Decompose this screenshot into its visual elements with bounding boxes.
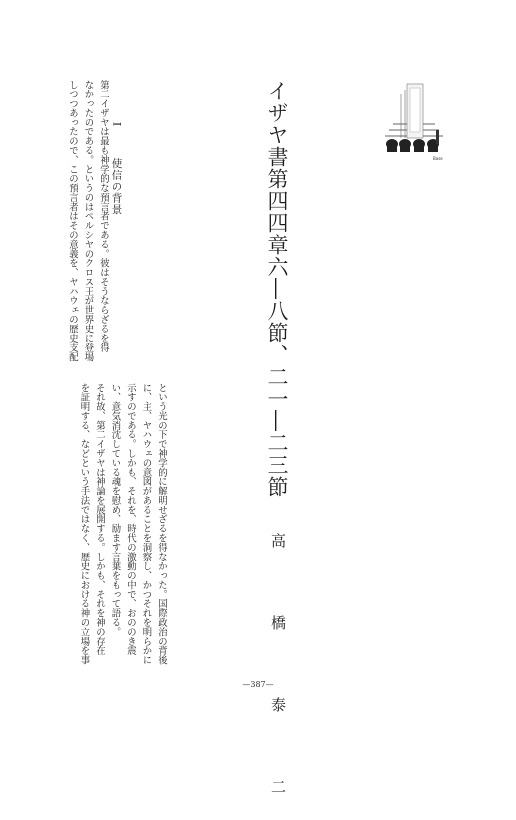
body-line: なかったのである。というのはペルシヤのクロス王が世界史に登場 [82,80,94,362]
body-line: 示すのである。しかも、それを、時代の激動の中で、おののき震 [125,383,136,656]
body-line: に、主、ヤハウェの意図があることを洞察し、かつそれを明らかに [140,383,152,665]
article-title: イザヤ書第四四章六―八節、二一―二三節 [265,80,289,498]
body-text-lower [78,383,169,665]
emblem-caption: Base [433,156,443,161]
body-line: を証明する、などという手法ではなく、歴史における神の立場を事 [78,383,90,665]
body-line: それ故、第二イザヤは神論を展開する。しかも、それを神の存在 [94,383,105,656]
chapel-emblem-icon [379,80,449,162]
body-line: い、意気消沈している魂を慰め、励ます言葉をもって語る。 [109,383,121,637]
section-number: I [110,122,123,128]
body-text-upper [49,80,111,370]
body-line: しつつあったので、この預言者はその意義を、ヤハウェの歴史支配 [67,80,78,362]
article-author: 高 橋 泰 二 [269,533,287,820]
page-number: —387— [242,680,274,689]
section-heading-text: 使信の背景 [110,157,123,216]
section-heading [111,122,122,215]
body-line: 第二イザヤは最も神学的な預言者である。彼はそうならざるを得 [98,80,109,353]
body-line: という光の下で神学的に解明せざるを得なかった。国際政治の背後 [156,383,167,665]
